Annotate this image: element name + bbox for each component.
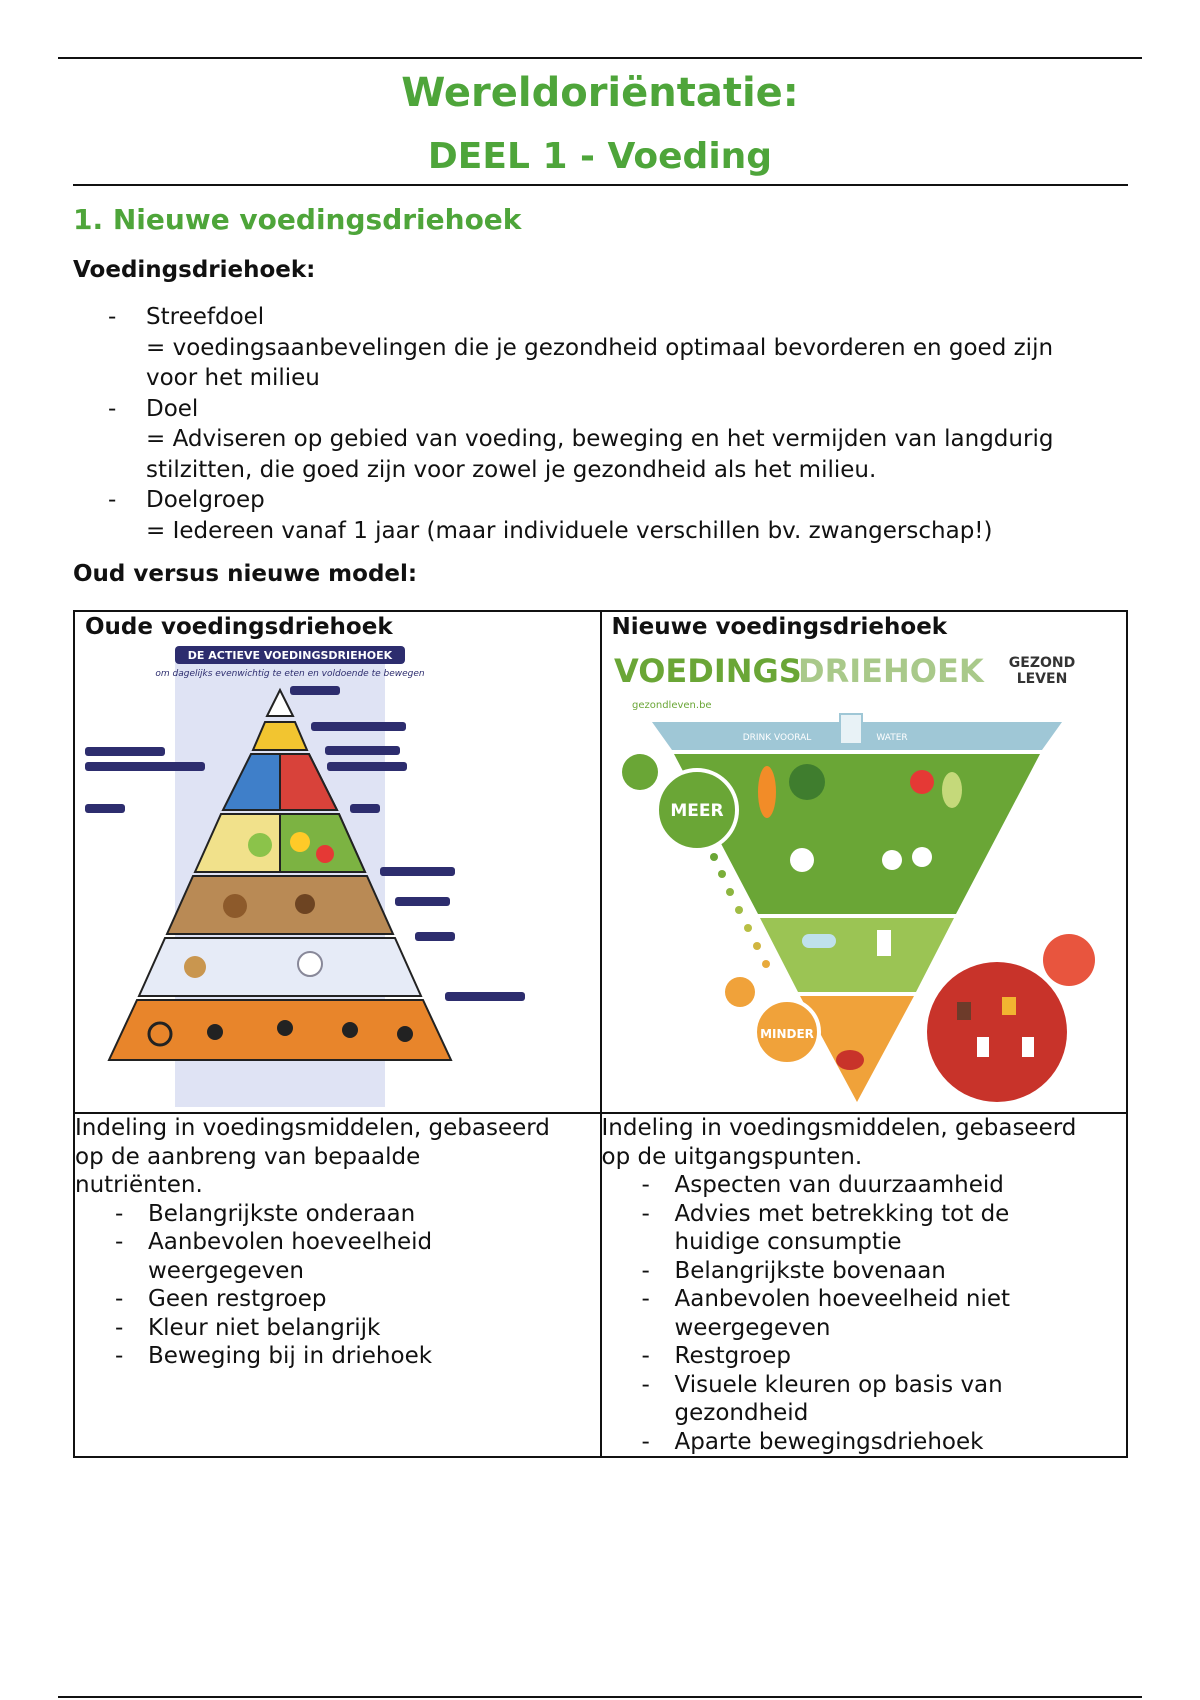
definition-text: = Adviseren op gebied van voeding, beweging en het vermijden van langdurig (146, 426, 1054, 452)
list-item: - Belangrijkste bovenaan (641, 1257, 946, 1284)
list-item: - Visuele kleuren op basis van (641, 1371, 1003, 1398)
new-triangle-illustration (602, 642, 1127, 1112)
list-item-continuation: weergegeven (674, 1314, 831, 1341)
bullet-dash: - (108, 487, 117, 513)
list-item: - Aparte bewegingsdriehoek (641, 1428, 984, 1455)
list-item: - Restgroep (641, 1343, 791, 1369)
svg-text:DRINK VOORAL: DRINK VOORAL (742, 733, 811, 743)
title-rule (73, 184, 1128, 186)
triangle-orange-layer (800, 996, 914, 1102)
new-model-cell (601, 611, 1128, 1113)
definition-text: = voedingsaanbevelingen die je gezondheid optimaal bevorderen en goed zijn (146, 334, 1054, 361)
definition-list (73, 302, 1133, 546)
svg-text:LEVEN: LEVEN (1016, 671, 1067, 687)
svg-text:om dagelijks evenwichtig te et: om dagelijks evenwichtig te eten en voldoende te bewegen (155, 669, 425, 679)
list-item: - Beweging bij in driehoek (115, 1343, 433, 1369)
list-item-continuation: gezondheid (674, 1400, 809, 1426)
svg-text:DE ACTIEVE VOEDINGSDRIEHOEK: DE ACTIEVE VOEDINGSDRIEHOEK (187, 649, 393, 662)
pyramid-layer-water (139, 938, 421, 996)
new-triangle-image (602, 642, 1127, 1112)
bullet-dash: - (108, 304, 117, 330)
list-item: - Doelgroep (73, 485, 1133, 516)
bullet-dash: - (108, 395, 117, 422)
list-item-continuation: weergegeven (148, 1257, 305, 1284)
old-model-header: Oude voedingsdriehoek (85, 614, 393, 640)
old-model-description: Indeling in voedingsmiddelen, gebaseerd op de aanbreng van bepaalde nutriënten. - Belangrijkste onderaan - Aanbevolen hoeveelheid weergegeven - Geen restgroep - Kleur niet belangrijk - Beweging bij in driehoek (74, 1113, 601, 1457)
top-rule (58, 57, 1142, 59)
bottom-rule (58, 1696, 1142, 1698)
list-item: - Kleur niet belangrijk (115, 1314, 381, 1341)
svg-text:MEER: MEER (669, 801, 724, 821)
new-model-header: Nieuwe voedingsdriehoek (611, 614, 948, 640)
old-model-cell (74, 611, 601, 1113)
definition-heading: Voedingsdriehoek: (73, 257, 316, 283)
list-item: - Belangrijkste onderaan (115, 1200, 416, 1227)
list-item: - Streefdoel (73, 302, 1133, 333)
list-item: - Doel (73, 394, 1133, 425)
svg-text:MINDER: MINDER (759, 1027, 814, 1041)
list-item: - Aanbevolen hoeveelheid niet (641, 1286, 1011, 1312)
list-item: - Advies met betrekking tot de (641, 1200, 1010, 1227)
comparison-heading: Oud versus nieuwe model: (73, 561, 418, 587)
svg-text:VOEDINGS: VOEDINGS (613, 652, 802, 690)
list-item: - Geen restgroep (115, 1286, 327, 1312)
new-model-description: Indeling in voedingsmiddelen, gebaseerd op de uitgangspunten. - Aspecten van duurzaamheid - Advies met betrekking tot de huidige consumptie - Belangrijkste bovenaan - Aanbevolen hoeveelheid niet weergegeven - Restgroep - Visuele kleuren op basis van gezondheid - Aparte bewegingsdriehoek (601, 1113, 1128, 1457)
triangle-lightgreen-layer (760, 918, 954, 992)
definition-text: stilzitten, die goed zijn voor zowel je gezondheid als het milieu. (146, 456, 877, 483)
list-item-continuation: huidige consumptie (674, 1229, 902, 1255)
pyramid-layer-grains (167, 876, 393, 934)
page-title: Wereldoriëntatie: (401, 70, 799, 116)
old-pyramid-illustration (75, 642, 600, 1112)
svg-text:WATER: WATER (875, 733, 908, 743)
svg-text:gezondleven.be: gezondleven.be (631, 700, 712, 711)
old-pyramid-image (75, 642, 600, 1112)
definition-text: = Iedereen vanaf 1 jaar (maar individuele verschillen bv. zwangerschap!) (146, 517, 993, 544)
section-heading: 1. Nieuwe voedingsdriehoek (73, 203, 522, 236)
comparison-table (73, 610, 1128, 1458)
svg-text:DRIEHOEK: DRIEHOEK (797, 652, 984, 690)
list-item: - Aspecten van duurzaamheid (641, 1172, 1004, 1198)
list-item: - Aanbevolen hoeveelheid (115, 1229, 433, 1255)
definition-text: voor het milieu (146, 365, 320, 391)
svg-text:GEZOND: GEZOND (1008, 655, 1075, 671)
rest-group-circle (927, 962, 1067, 1102)
page-subtitle: DEEL 1 - Voeding (427, 136, 773, 177)
